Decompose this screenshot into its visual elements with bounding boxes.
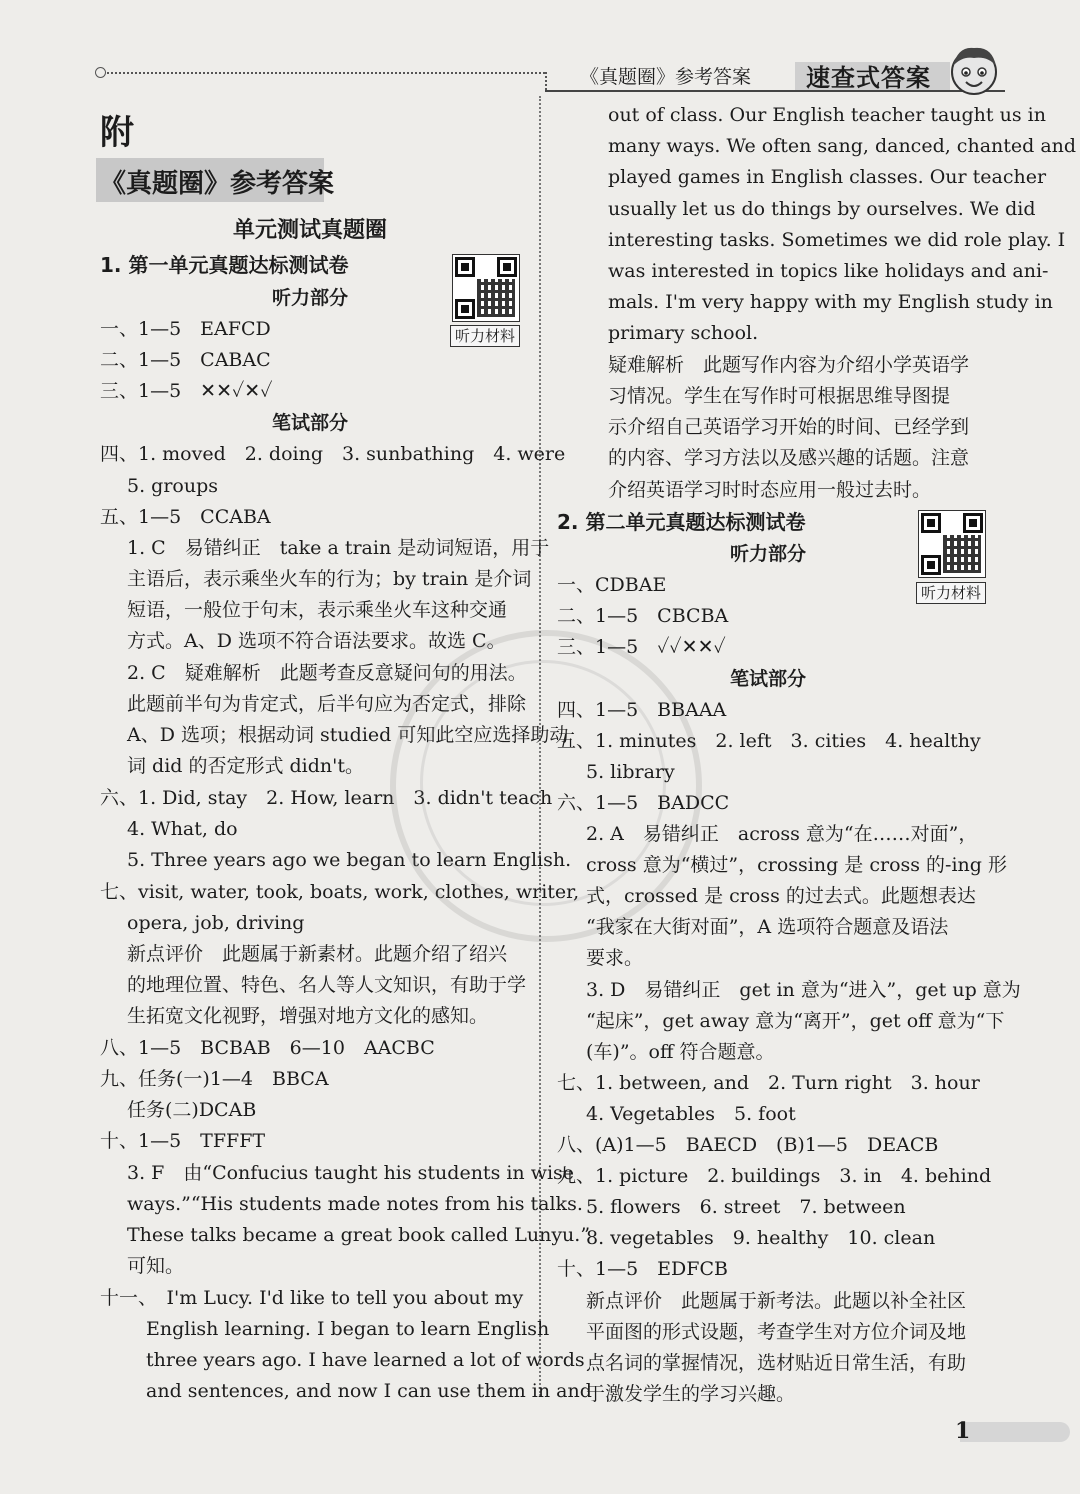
appendix-label: 附 (100, 113, 134, 153)
answer-line: 三、1—5 ✓✓✕✕✓ (557, 636, 726, 658)
answer-line: 四、1. moved 2. doing 3. sunbathing 4. were (100, 443, 566, 465)
essay-line: was interested in topics like holidays and ani- (608, 260, 1049, 282)
explanation-line: A、D 选项；根据动词 studied 可知此空应选择助动 (127, 724, 569, 746)
qr-code-icon (918, 510, 986, 578)
page-number-tab (960, 1422, 1070, 1442)
written-heading: 笔试部分 (730, 668, 807, 690)
explanation-line: 此题前半句为肯定式，后半句应为否定式，排除 (127, 693, 527, 715)
mascot-icon (944, 40, 1004, 100)
explanation-line: 介绍英语学习时时态应用一般过去时。 (608, 479, 932, 501)
answer-line: 二、1—5 CABAC (100, 349, 271, 371)
answer-line: 七、visit, water, took, boats, work, clothes, writer, (100, 881, 580, 903)
header-title: 速查式答案 (806, 64, 931, 92)
qr-label: 听力材料 (916, 582, 986, 604)
answer-line: 一、CDBAE (557, 574, 667, 596)
section-title: 《真题圈》参考答案 (100, 169, 335, 199)
answer-line: 七、1. between, and 2. Turn right 3. hour (557, 1072, 980, 1094)
comment-line: 平面图的形式设题，考查学生对方位介词及地 (586, 1321, 967, 1343)
answer-line: 三、1—5 ✕✕✓✕✓ (100, 380, 273, 402)
essay-line: interesting tasks. Sometimes we did role play. I (608, 229, 1066, 251)
explanation-line: 疑难解析 此题写作内容为介绍小学英语学 (608, 354, 970, 376)
answer-line: 5. Three years ago we began to learn English. (127, 849, 572, 871)
answer-line: 任务(二)DCAB (127, 1099, 257, 1121)
page-number: 1 (955, 1418, 971, 1444)
essay-line: usually let us do things by ourselves. We did (608, 198, 1036, 220)
essay-line: mals. I'm very happy with my English study in (608, 291, 1053, 313)
essay-line: played games in English classes. Our teacher (608, 166, 1047, 188)
header-dotted-rule (100, 72, 545, 74)
comment-line: 生拓宽文化视野，增强对地方文化的感知。 (127, 1005, 489, 1027)
explanation-line: 示介绍自己英语学习开始的时间、已经学到 (608, 416, 970, 438)
explanation-line: 方式。A、D 选项不符合语法要求。故选 C。 (127, 630, 506, 652)
essay-line: and sentences, and now I can use them in and (146, 1380, 592, 1402)
comment-line: 的地理位置、特色、名人等人文知识，有助于学 (127, 974, 527, 996)
answer-line: 八、1—5 BCBAB 6—10 AACBC (100, 1037, 435, 1059)
listening-heading: 听力部分 (272, 287, 349, 309)
explanation-line: cross 意为“横过”，crossing 是 cross 的-ing 形 (586, 854, 1007, 876)
essay-line: three years ago. I have learned a lot of words (146, 1349, 585, 1371)
answer-line: 九、1. picture 2. buildings 3. in 4. behind (557, 1165, 992, 1187)
answer-line: 九、任务(一)1—4 BBCA (100, 1068, 329, 1090)
answer-line: 八、(A)1—5 BAECD (B)1—5 DEACB (557, 1134, 939, 1156)
answer-line: opera, job, driving (127, 912, 305, 934)
header-rule (545, 90, 1005, 92)
explanation-line: 2. A 易错纠正 across 意为“在……对面”， (586, 823, 978, 845)
answer-line: 六、1. Did, stay 2. How, learn 3. didn't teach (100, 787, 553, 809)
essay-line: many ways. We often sang, danced, chanted and (608, 135, 1077, 157)
section-subtitle: 单元测试真题圈 (232, 218, 387, 243)
explanation-line: 2. C 疑难解析 此题考查反意疑问句的用法。 (127, 662, 527, 684)
essay-line: out of class. Our English teacher taught us in (608, 104, 1046, 126)
header-rule-endpoint (95, 67, 106, 78)
answer-line: 5. library (586, 761, 675, 783)
qr-code-icon (452, 254, 520, 322)
answer-line: 4. Vegetables 5. foot (586, 1103, 796, 1125)
qr-label: 听力材料 (450, 325, 520, 347)
header-subtitle: 《真题圈》参考答案 (580, 66, 752, 88)
listening-heading: 听力部分 (730, 543, 807, 565)
answer-line: 六、1—5 BADCC (557, 792, 730, 814)
essay-line: primary school. (608, 322, 759, 344)
answer-line: 二、1—5 CBCBA (557, 605, 729, 627)
essay-line: 十一、 I'm Lucy. I'd like to tell you about my (100, 1287, 524, 1309)
explanation-line: 要求。 (586, 947, 644, 969)
explanation-line: 1. C 易错纠正 take a train 是动词短语，用于 (127, 537, 550, 559)
comment-line: 新点评价 此题属于新素材。此题介绍了绍兴 (127, 943, 508, 965)
answer-line: 4. What, do (127, 818, 238, 840)
unit2-title: 2. 第二单元真题达标测试卷 (557, 510, 806, 534)
explanation-line: These talks became a great book called Lunyu.” (127, 1224, 591, 1246)
answer-line: 一、1—5 EAFCD (100, 318, 271, 340)
explanation-line: 式，crossed 是 cross 的过去式。此题想表达 (586, 885, 976, 907)
explanation-line: ways.”“His students made notes from his talks. (127, 1193, 583, 1215)
answer-line: 五、1. minutes 2. left 3. cities 4. healthy (557, 730, 981, 752)
explanation-line: 3. F 由“Confucius taught his students in wise (127, 1162, 575, 1184)
comment-line: 于激发学生的学习兴趣。 (586, 1383, 796, 1405)
comment-line: 点名词的掌握情况，选材贴近日常生活，有助 (586, 1352, 967, 1374)
explanation-line: 可知。 (127, 1255, 185, 1277)
comment-line: 新点评价 此题属于新考法。此题以补全社区 (586, 1290, 967, 1312)
answer-line: 5. groups (127, 475, 219, 497)
answer-line: 四、1—5 BBAAA (557, 699, 727, 721)
header-dotted-connector (545, 72, 547, 90)
explanation-line: (车)”。off 符合题意。 (586, 1041, 775, 1063)
explanation-line: 短语，一般位于句末，表示乘坐火车这种交通 (127, 599, 508, 621)
answer-line: 十、1—5 EDFCB (557, 1258, 728, 1280)
explanation-line: 3. D 易错纠正 get in 意为“进入”，get up 意为 (586, 979, 1021, 1001)
unit1-title: 1. 第一单元真题达标测试卷 (100, 253, 349, 277)
explanation-line: 习情况。学生在写作时可根据思维导图提 (608, 385, 951, 407)
explanation-line: 词 did 的否定形式 didn't。 (127, 755, 365, 777)
essay-line: English learning. I began to learn English (146, 1318, 550, 1340)
explanation-line: “起床”，get away 意为“离开”，get off 意为“下 (586, 1010, 1005, 1032)
answer-line: 8. vegetables 9. healthy 10. clean (586, 1227, 936, 1249)
answer-line: 十、1—5 TFFFT (100, 1130, 266, 1152)
written-heading: 笔试部分 (272, 412, 349, 434)
explanation-line: 主语后，表示乘坐火车的行为；by train 是介词 (127, 568, 532, 590)
explanation-line: “我家在大街对面”，A 选项符合题意及语法 (586, 916, 949, 938)
explanation-line: 的内容、学习方法以及感兴趣的话题。注意 (608, 447, 970, 469)
answer-line: 五、1—5 CCABA (100, 506, 271, 528)
answer-line: 5. flowers 6. street 7. between (586, 1196, 906, 1218)
